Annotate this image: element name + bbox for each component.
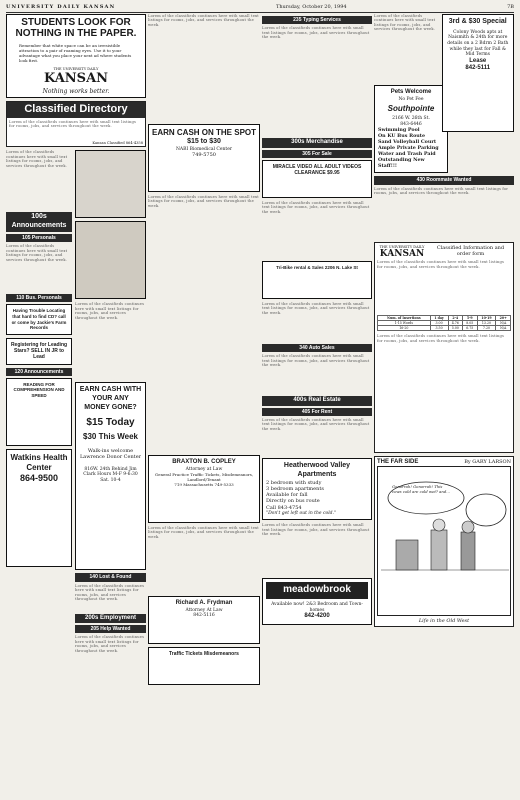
col2-text-3: Lorem of the classifieds continues here with small text listings for rooms, jobs, and services throughout the week. (148, 526, 259, 539)
section-bus: 110 Bus. Personals (6, 294, 72, 302)
section-forsale: 305 For Sale (262, 150, 372, 158)
roommate-text: Lorem of the classifieds continues here with small text listings for rooms, jobs, and services throughout the week. (374, 186, 509, 195)
meadowbrook-ad (262, 578, 372, 624)
help-text: Lorem of the classifieds continues here with small text listings for rooms, jobs, and services throughout the week. (75, 635, 145, 653)
meadowbrook-logo: meadowbrook (266, 582, 368, 599)
rate-cell: 13.20 (477, 321, 496, 326)
col2-text: Lorem of the classifieds continues here with small text listings for rooms, jobs, and services throughout the week. (148, 14, 259, 27)
promo-body: Remember that white space can be an irresistible attraction to a pair of roaming eyes. Use it to your advantage what you place your next ad where students look first. (19, 43, 132, 63)
far-side-comic (374, 456, 514, 628)
far-side-author: By GARY LARSON (464, 459, 511, 466)
earncash2-week: $30 This Week (83, 432, 138, 442)
sp-feature-2: Sand Volleyball Court (378, 139, 437, 146)
earncash1-sub: NABI Biomedical Center (175, 146, 233, 152)
rate-header: 20+ (496, 316, 511, 321)
earncash1-title: EARN CASH ON THE SPOT (152, 128, 257, 137)
lead-text: Registering for Leading Stars? SELL IN JR to Lead (10, 341, 68, 361)
section-forrent: 405 For Rent (262, 408, 372, 416)
rate-row (378, 326, 511, 331)
traffic-text: Traffic Tickets Misdemeanors (169, 651, 239, 657)
walkin-text: Walk-ins welcome Lawrence Donor Center (79, 448, 142, 461)
rate-cell: 5.00 (448, 326, 463, 331)
rate-cell: 3.00 (430, 321, 448, 326)
sp-feature-5: Outstanding New Staff!!! (378, 157, 425, 170)
heatherwood-item-3: Directly on bus route (266, 498, 320, 505)
order-fields: Lorem of the classifieds continues here with small text listings for rooms, jobs, and services throughout the week. (377, 334, 505, 343)
promo-tag: Nothing works better. (42, 87, 110, 95)
southpointe-ad (374, 85, 448, 173)
lost-text: Lorem of the classifieds continues here with small text listings for rooms, jobs, and services throughout the week. (75, 583, 145, 602)
promo-title: STUDENTS LOOK FOR NOTHING IN THE PAPER. (15, 17, 137, 39)
far-side-bubble: Gonorrah! Gonorrah! This cows cold are cold wet? and... (392, 484, 450, 494)
earncash2-title: EARN CASH WITH YOUR ANY MONEY GONE? (79, 386, 142, 411)
column-2 (148, 14, 260, 688)
watkins-ad (6, 449, 72, 567)
sp-addr: 2166 W. 26th St. (392, 116, 430, 122)
header-date: Thursday, October 20, 1994 (275, 4, 347, 11)
rate-header: 5-9 (463, 316, 478, 321)
section-announcements: 100s Announcements (6, 212, 72, 232)
col2-text-2: Lorem of the classifieds continues here with small text listings for rooms, jobs, and services throughout the week. (148, 195, 259, 208)
section-employment: 200s Employment (75, 614, 146, 624)
hyland-title: Attorney At Law (185, 607, 223, 613)
heatherwood-ad (262, 458, 372, 520)
col4-text: Lorem of the classifieds continues here with small text listings for rooms, jobs, and services throughout the week. (374, 14, 436, 32)
southpointe-logo: Southpointe (387, 104, 435, 114)
watkins-phone: 864-9500 (19, 472, 59, 483)
earncash1-amount: $15 to $30 (187, 138, 221, 145)
heatherwood-item-2: Available for fall (266, 492, 308, 498)
far-side-title: THE FAR SIDE (377, 458, 419, 465)
promo-logo: KANSAN (43, 71, 109, 87)
braxton-ad (148, 455, 260, 523)
far-side-caption: Life in the Old West (418, 618, 470, 625)
column-3 (262, 14, 372, 628)
rate-cell: 6.75 (463, 326, 478, 331)
classified-directory (6, 101, 146, 147)
rate-cell: 3.50 (430, 326, 448, 331)
colony-phone: 842-5111 (465, 65, 491, 72)
sp-feature-3: Ample Private Parking (378, 145, 439, 152)
earncash-photo-ad (75, 150, 146, 218)
section-lost: 140 Lost & Found (75, 573, 146, 581)
section-help: 205 Help Wanted (75, 625, 146, 633)
colony-title: 3rd & $30 Special (448, 18, 507, 25)
section-roommate: 430 Roommate Wanted (374, 176, 514, 184)
rate-cell: N/A (496, 321, 511, 326)
pets-sub: No Pet Fee (398, 96, 424, 102)
prep-text: READING FOR COMPREHENSION AND SPEED (13, 381, 65, 399)
order-title: Classified Information and order form (436, 244, 505, 257)
order-logo: KANSAN (379, 248, 425, 259)
sp-feature-0: Swimming Pool (378, 127, 420, 134)
miracle-ad (262, 160, 372, 198)
lead-ad (6, 338, 72, 365)
braxton-phone: 719 Massachusetts 749-5333 (174, 482, 234, 488)
earncash2-ad (75, 382, 146, 570)
hyland-name: Richard A. Frydman (175, 600, 233, 606)
far-side-panel (377, 466, 511, 616)
rate-cell: 4.76 (448, 321, 463, 326)
promo-logo-small: THE UNIVERSITY DAILY (53, 67, 99, 71)
colorado-ad (75, 221, 146, 299)
section-realestate: 400s Real Estate (262, 396, 372, 406)
section-personals: 105 Personals (6, 234, 72, 242)
earncash2-amount: $15 Today (86, 416, 135, 428)
heatherwood-item-4: Call 843-4754 (266, 504, 302, 511)
order-logo-block (377, 245, 427, 261)
rate-cell: 16-20 (378, 326, 431, 331)
column-4 (374, 14, 514, 630)
rate-header: Num. of Insertions (378, 316, 431, 321)
section-merch: 300s Merchandise (262, 138, 372, 148)
meadowbrook-phone: 842-4200 (304, 613, 330, 620)
campus-ad (262, 261, 372, 299)
earncash1-ad (148, 124, 260, 192)
forrent-text-2: Lorem of the classifieds continues here with small text listings for rooms, jobs, and services throughout the week. (262, 523, 370, 537)
header-mast: UNIVERSITY DAILY KANSAN (6, 4, 116, 11)
colony-body: Colony Woods apts at Naismith & 24th for more details on a 2 Bdrm 2 Bath while they last for Fall & Mid Terms (447, 29, 509, 58)
directory-phone: Kansan Classified 864-4358 (92, 140, 143, 145)
catering-text: Having Trouble Locating that hard to find CD? call or come by Jackie's Farm Records (11, 308, 67, 331)
meadowbrook-sub: Available now! 2&3 Bedroom and Town-homes (271, 601, 363, 613)
hyland-phone: 842-5116 (193, 613, 215, 619)
catering-ad (6, 304, 72, 335)
sp-feature-1: On KU Bus Route (378, 133, 426, 140)
pets-title: Pets Welcome (390, 89, 432, 95)
section-announce120: 120 Announcements (6, 368, 72, 376)
rate-cell: 1-15 Words (378, 321, 431, 326)
section-typing: 235 Typing Services (262, 16, 372, 24)
section-auto: 340 Auto Sales (262, 344, 372, 352)
heatherwood-item-1: 3 bedroom apartments (266, 485, 324, 492)
directory-title: Classified Directory (7, 102, 145, 118)
classified-text: Lorem of the classifieds continues here with small text listings for rooms, jobs, and services throughout the week. (6, 150, 68, 168)
order-head (377, 245, 511, 261)
rate-header: 2-4 (448, 316, 463, 321)
personals-text: Lorem of the classifieds continues here with small text listings for rooms, jobs, and services throughout the week. (6, 244, 68, 262)
heatherwood-title: Heatherwood Valley Apartments (283, 462, 351, 478)
miracle-text: MIRACLE VIDEO ALL ADULT VIDEOS CLEARANCE $9.95 (272, 164, 362, 177)
forsale-text-2: Lorem of the classifieds continues here with small text listings for rooms, jobs, and services throughout the week. (262, 302, 370, 315)
directory-list: Lorem of the classifieds continues here with small text listings for rooms, jobs, and services throughout the week. (9, 119, 137, 129)
colony-ad (442, 14, 515, 132)
typing-text: Lorem of the classifieds continues here with small text listings for rooms, jobs, and services throughout the week. (262, 26, 370, 40)
heatherwood-item-5: "Don't get left out in the cold." (266, 510, 337, 516)
hyland-ad (148, 596, 260, 644)
rate-cell: 7.20 (477, 326, 496, 331)
rate-cell: 8.05 (463, 321, 478, 326)
nabi-addr: 816W. 24th Behind Jim Clark Hours M-F 9-6:30 Sat. 10-4 (83, 466, 138, 483)
braxton-name: BRAXTON B. COPLEY (172, 459, 236, 465)
traffic-ad (148, 647, 260, 685)
rate-header: 1 day (430, 316, 448, 321)
rate-cell: N/A (496, 326, 511, 331)
forrent-text: Lorem of the classifieds continues here with small text listings for rooms, jobs, and services throughout the week. (262, 418, 370, 431)
colony-name: Lease (469, 57, 487, 64)
order-text: Lorem of the classifieds continues here with small text listings for rooms, jobs, and services throughout the week. (377, 260, 505, 269)
sp-phone: 843-6446 (400, 121, 422, 127)
watkins-title: Watkins Health Center (10, 452, 68, 472)
col1r-text: Lorem of the classifieds continues here with small text listings for rooms, jobs, and services throughout the week. (75, 302, 145, 320)
col1-left (6, 150, 72, 705)
col1-split (6, 150, 146, 705)
far-side-header (377, 459, 511, 467)
sp-feature-4: Water and Trash Paid (378, 151, 436, 158)
heatherwood-item-0: 2 bedroom with study (266, 479, 322, 486)
prep-ad (6, 378, 72, 446)
braxton-sub: General Practice Traffic Tickets, Misdemeanors, Landlord/Tenant (154, 472, 254, 483)
campus-text: Tri-Bike rental & Sales 2206 N. Lake St (276, 265, 358, 270)
order-logo-top: THE UNIVERSITY DAILY (379, 244, 425, 249)
page-header (6, 3, 514, 13)
col1-right (75, 150, 146, 705)
earncash1-phone: 749-5750 (192, 152, 216, 159)
auto-text: Lorem of the classifieds continues here with small text listings for rooms, jobs, and services throughout the week. (262, 354, 370, 368)
braxton-title: Attorney at Law (185, 466, 223, 472)
promo-ad (6, 14, 146, 98)
promo-logo-block (9, 67, 143, 95)
order-form (374, 242, 514, 453)
column-1 (6, 14, 146, 705)
rate-table (377, 315, 511, 331)
rate-header: 10-19 (477, 316, 496, 321)
header-page: 7B (507, 4, 514, 11)
forsale-text: Lorem of the classifieds continues here with small text listings for rooms, jobs, and services throughout the week. (262, 201, 370, 214)
